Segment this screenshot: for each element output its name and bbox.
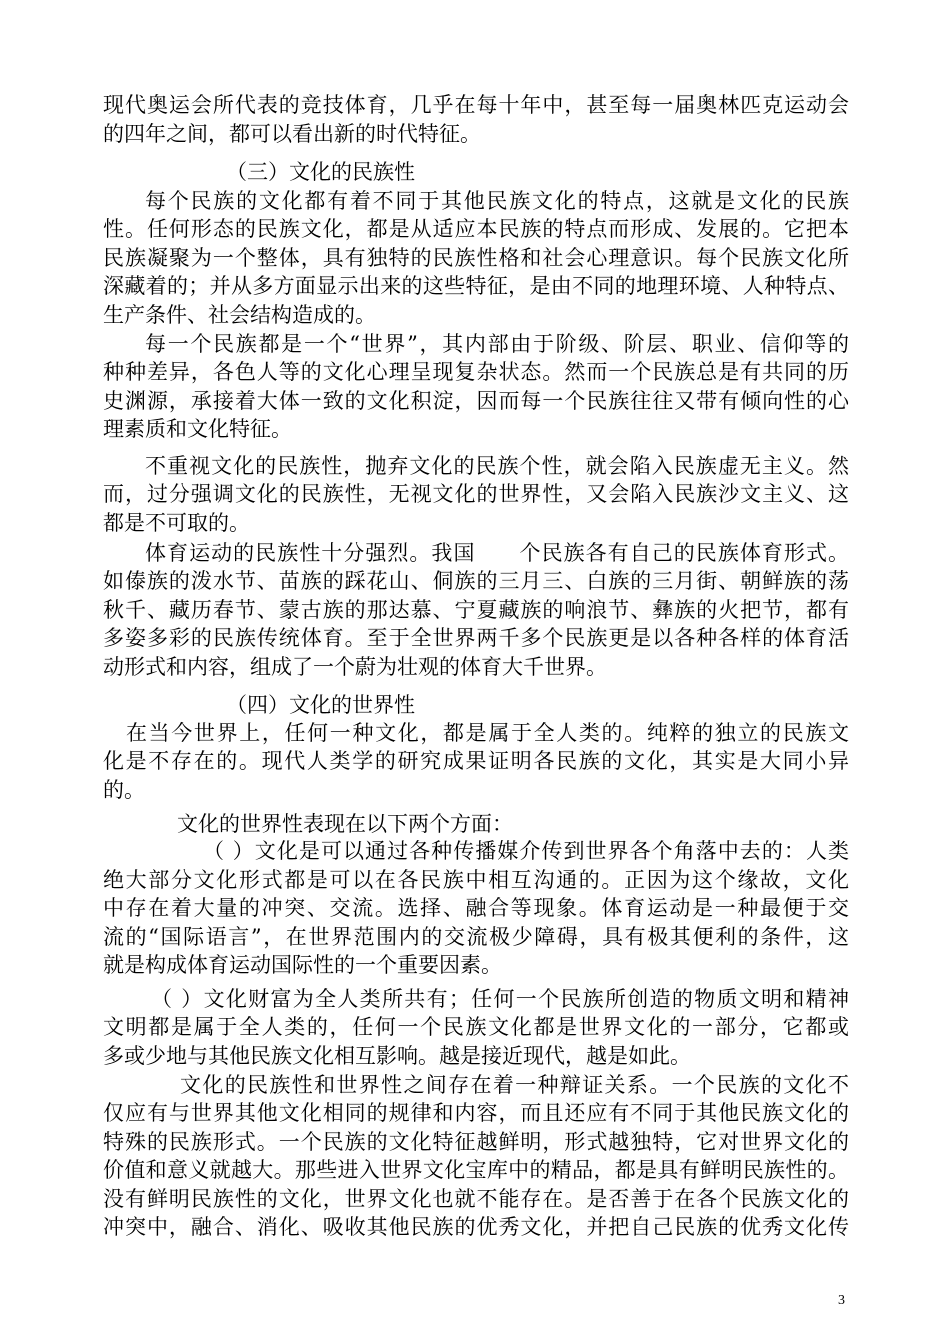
text-line: 的。 <box>103 778 145 802</box>
text-line: 文化的世界性表现在以下两个方面： <box>177 812 513 836</box>
text-line: 就是构成体育运动国际性的一个重要因素。 <box>103 953 502 977</box>
text-line: 史渊源，承接着大体一致的文化积淀，因而每一个民族往往又带有倾向性的心 <box>103 389 849 413</box>
text-line: 每个民族的文化都有着不同于其他民族文化的特点，这就是文化的民族 <box>145 189 849 213</box>
text-line: 文化的民族性和世界性之间存在着一种辩证关系。一个民族的文化不 <box>180 1073 849 1097</box>
text-line: 不重视文化的民族性，抛弃文化的民族个性，就会陷入民族虚无主义。然 <box>145 454 849 478</box>
text-line: 每一个民族都是一个“世界”，其内部由于阶级、阶层、职业、信仰等的 <box>145 332 849 356</box>
text-line: 价值和意义就越大。那些进入世界文化宝库中的精品，都是具有鲜明民族性的。 <box>103 1158 849 1182</box>
text-line: 生产条件、社会结构造成的。 <box>103 303 376 327</box>
text-line: 多姿多彩的民族传统体育。至于全世界两千多个民族更是以各种各样的体育活 <box>103 626 849 650</box>
text-line: （ ）文化是可以通过各种传播媒介传到世界各个角落中去的：人类 <box>203 839 849 863</box>
text-line: 而，过分强调文化的民族性，无视文化的世界性，又会陷入民族沙文主义、这 <box>103 482 849 506</box>
text-line: 现代奥运会所代表的竞技体育，几乎在每十年中，甚至每一届奥林匹克运动会 <box>103 93 849 117</box>
text-line: 种种差异，各色人等的文化心理呈现复杂状态。然而一个民族总是有共同的历 <box>103 360 849 384</box>
text-line: 深藏着的；并从多方面显示出来的这些特征，是由不同的地理环境、人种特点、 <box>103 274 849 298</box>
section-heading: （四）文化的世界性 <box>226 693 415 717</box>
text-line: 中存在着大量的冲突、交流。选择、融合等现象。体育运动是一种最便于交 <box>103 896 849 920</box>
text-line: 化是不存在的。现代人类学的研究成果证明各民族的文化，其实是大同小异 <box>103 749 849 773</box>
text-line: 特殊的民族形式。一个民族的文化特征越鲜明，形式越独特，它对世界文化的 <box>103 1130 849 1154</box>
text-line: 冲突中，融合、消化、吸收其他民族的优秀文化，并把自己民族的优秀文化传 <box>103 1215 849 1239</box>
section-heading: （三）文化的民族性 <box>226 160 415 184</box>
page-number: 3 <box>838 1293 845 1308</box>
text-line: 绝大部分文化形式都是可以在各民族中相互沟通的。正因为这个缘故，文化 <box>103 868 849 892</box>
text-line: 动形式和内容，组成了一个蔚为壮观的体育大千世界。 <box>103 655 607 679</box>
text-line: 多或少地与其他民族文化相互影响。越是接近现代，越是如此。 <box>103 1044 691 1068</box>
text-line: （ ）文化财富为全人类所共有；任何一个民族所创造的物质文明和精神 <box>151 987 849 1011</box>
text-line: 性。任何形态的民族文化，都是从适应本民族的特点而形成、发展的。它把本 <box>103 217 849 241</box>
text-line: 没有鲜明民族性的文化，世界文化也就不能存在。是否善于在各个民族文化的 <box>103 1187 849 1211</box>
text-line: 如傣族的泼水节、苗族的踩花山、侗族的三月三、白族的三月街、朝鲜族的荡 <box>103 569 849 593</box>
text-line: 都是不可取的。 <box>103 511 250 535</box>
text-line: 体育运动的民族性十分强烈。我国 个民族各有自己的民族体育形式。 <box>145 541 849 565</box>
text-line: 仅应有与世界其他文化相同的规律和内容，而且还应有不同于其他民族文化的 <box>103 1101 849 1125</box>
text-line: 文明都是属于全人类的，任何一个民族文化都是世界文化的一部分，它都或 <box>103 1015 849 1039</box>
text-line: 在当今世界上，任何一种文化，都是属于全人类的。纯粹的独立的民族文 <box>126 721 849 745</box>
text-line: 的四年之间，都可以看出新的时代特征。 <box>103 122 481 146</box>
text-line: 秋千、藏历春节、蒙古族的那达慕、宁夏藏族的响浪节、彝族的火把节，都有 <box>103 598 849 622</box>
text-line: 理素质和文化特征。 <box>103 417 292 441</box>
text-line: 民族凝聚为一个整体，具有独特的民族性格和社会心理意识。每个民族文化所 <box>103 246 849 270</box>
text-line: 流的“国际语言”，在世界范围内的交流极少障碍，具有极其便利的条件，这 <box>103 925 849 949</box>
